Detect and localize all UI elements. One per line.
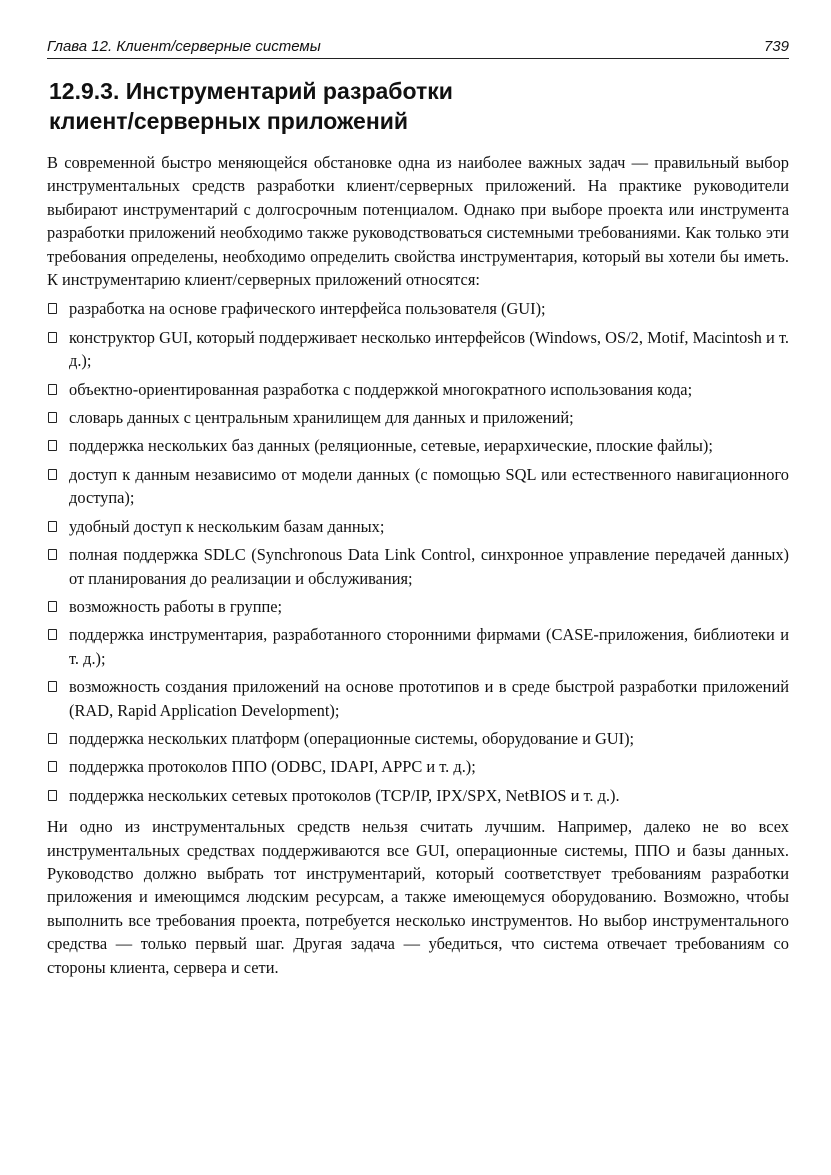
section-title-line2: клиент/серверных приложений xyxy=(49,108,409,134)
checkbox-bullet-icon xyxy=(48,549,57,560)
list-item-text: поддержка нескольких платформ (операционные системы, оборудование и GUI); xyxy=(69,728,635,748)
checkbox-bullet-icon xyxy=(48,629,57,640)
list-item xyxy=(47,406,789,429)
checkbox-bullet-icon xyxy=(48,733,57,744)
checkbox-bullet-icon xyxy=(48,790,57,801)
page-number: 739 xyxy=(763,38,789,55)
list-item xyxy=(47,463,789,510)
list-item xyxy=(47,378,789,401)
checkbox-bullet-icon xyxy=(48,384,57,395)
checkbox-bullet-icon xyxy=(48,469,57,480)
checkbox-bullet-icon xyxy=(48,521,57,532)
list-item-text: объектно-ориентированная разработка с поддержкой многократного использования кода; xyxy=(69,379,693,399)
book-page xyxy=(47,38,789,979)
list-item-text: поддержка протоколов ППО (ODBC, IDAPI, APPC и т. д.); xyxy=(69,757,476,777)
list-item xyxy=(47,595,789,618)
list-item-text: поддержка инструментария, разработанного сторонними фирмами (CASE-приложения, библиотеки и т. д.); xyxy=(69,625,789,668)
checkbox-bullet-icon xyxy=(48,412,57,423)
list-item-text: словарь данных с центральным хранилищем для данных и приложений; xyxy=(69,408,574,428)
checkbox-bullet-icon xyxy=(48,303,57,314)
chapter-title: Глава 12. Клиент/серверные системы xyxy=(47,38,321,55)
section-title-line1: 12.9.3. Инструментарий разработки xyxy=(49,78,453,104)
feature-list xyxy=(47,297,789,807)
checkbox-bullet-icon xyxy=(48,681,57,692)
list-item xyxy=(47,434,789,457)
running-head xyxy=(47,38,789,59)
list-item xyxy=(47,623,789,670)
checkbox-bullet-icon xyxy=(48,332,57,343)
list-item-text: доступ к данным независимо от модели данных (с помощью SQL или естественного навигационного доступа); xyxy=(69,464,789,508)
list-item xyxy=(47,727,789,750)
list-item xyxy=(47,543,789,590)
list-item-text: возможность создания приложений на основе прототипов и в среде быстрой разработки приложений (RAD, Rapid Application Development); xyxy=(69,677,789,720)
list-item xyxy=(47,675,789,722)
list-item-text: возможность работы в группе; xyxy=(69,596,283,616)
list-item xyxy=(47,326,789,373)
checkbox-bullet-icon xyxy=(48,440,57,451)
list-item xyxy=(47,297,789,320)
closing-paragraph: Ни одно из инструментальных средств нельзя считать лучшим. Например, далеко не во всех инструментальных средствах поддерживаются все GUI, операционные системы, ППО и базы данных. Руководство должно выбрать тот инструментарий, который соответствует требованиям разработки приложения и имеющимся людским ресурсам, а также имеющемуся оборудованию. Возможно, чтобы выполнить все требования проекта, потребуется несколько инструментов. Но выбор инструментального средства — только первый шаг. Другая задача — убедиться, что система отвечает требованиям со стороны клиента, сервера и сети. xyxy=(47,817,789,977)
checkbox-bullet-icon xyxy=(48,761,57,772)
list-item-text: поддержка нескольких баз данных (реляционные, сетевые, иерархические, плоские файлы); xyxy=(69,436,713,456)
checkbox-bullet-icon xyxy=(48,601,57,612)
list-item xyxy=(47,755,789,778)
list-item xyxy=(47,784,789,807)
intro-paragraph: В современной быстро меняющейся обстановке одна из наиболее важных задач — правильный выбор инструментальных средств разработки клиент/серверных приложений. На практике руководители выбирают инструментарий с долгосрочным потенциалом. Однако при выборе проекта или инструмента разработки приложений необходимо также руководствоваться системными требованиями. Как только эти требования определены, необходимо определить свойства инструментария, который вы хотели бы иметь. К инструментарию клиент/серверных приложений относятся: xyxy=(47,153,789,290)
section-title xyxy=(49,76,789,136)
list-item-text: конструктор GUI, который поддерживает несколько интерфейсов (Windows, OS/2, Motif, Macintosh и т. д.); xyxy=(69,327,789,371)
list-item-text: полная поддержка SDLC (Synchronous Data Link Control, синхронное управление передачей данных) от планирования до реализации и обслуживания; xyxy=(69,545,789,588)
list-item-text: разработка на основе графического интерфейса пользователя (GUI); xyxy=(69,299,546,319)
list-item xyxy=(47,515,789,538)
list-item-text: удобный доступ к нескольким базам данных; xyxy=(69,516,385,536)
list-item-text: поддержка нескольких сетевых протоколов (TCP/IP, IPX/SPX, NetBIOS и т. д.). xyxy=(69,785,620,805)
